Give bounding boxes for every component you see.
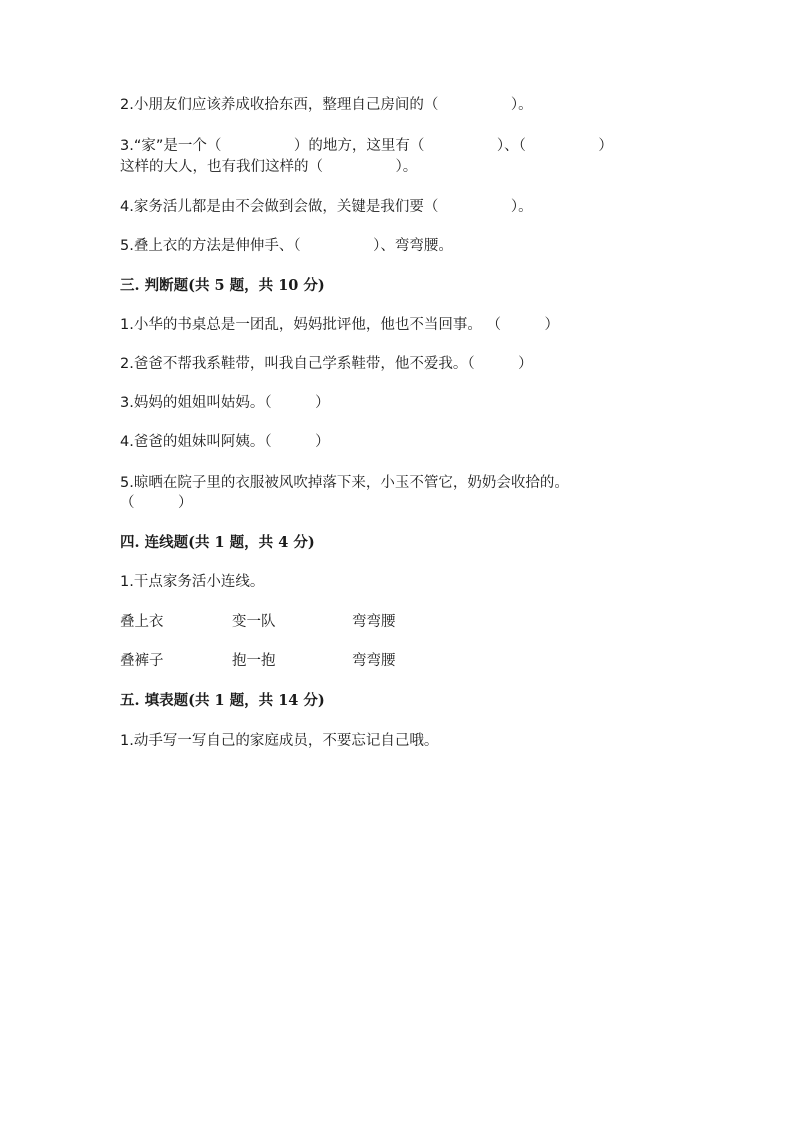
judge-q5-line1: 5.晾晒在院子里的衣服被风吹掉落下来，小玉不管它，奶奶会收拾的。 [120,475,569,491]
fill-blank-q4: 4.家务活儿都是由不会做到会做，关键是我们要（ ）。 [120,199,533,215]
match-cell-middle: 抱一抱 [232,653,276,669]
fill-blank-q2: 2.小朋友们应该养成收拾东西，整理自己房间的（ ）。 [120,97,533,113]
judge-q5-line2: （ ） [120,495,193,511]
match-cell-left: 叠上衣 [120,614,164,630]
fill-blank-q3-line1: 3.“家”是一个（ ）的地方，这里有（ ）、（ ） [120,138,613,154]
match-q1: 1.干点家务活小连线。 [120,574,265,590]
match-cell-left: 叠裤子 [120,653,164,669]
match-cell-right: 弯弯腰 [352,653,396,669]
judge-q1: 1.小华的书桌总是一团乱，妈妈批评他，他也不当回事。 （ ） [120,317,559,333]
judge-section-heading: 三. 判断题(共 5 题，共 10 分) [120,277,325,294]
judge-q4: 4.爸爸的姐妹叫阿姨。（ ） [120,434,330,450]
match-cell-right: 弯弯腰 [352,614,396,630]
fill-blank-q5: 5.叠上衣的方法是伸伸手、（ ）、弯弯腰。 [120,238,453,254]
fill-blank-q3-line2: 这样的大人，也有我们这样的（ ）。 [120,159,418,175]
table-fill-section-heading: 五. 填表题(共 1 题，共 14 分) [120,692,325,709]
judge-q3: 3.妈妈的姐姐叫姑妈。（ ） [120,395,330,411]
table-fill-q1: 1.动手写一写自己的家庭成员，不要忘记自己哦。 [120,733,439,749]
match-cell-middle: 变一队 [232,614,276,630]
match-section-heading: 四. 连线题(共 1 题，共 4 分) [120,534,315,551]
judge-q2: 2.爸爸不帮我系鞋带，叫我自己学系鞋带，他不爱我。（ ） [120,356,533,372]
